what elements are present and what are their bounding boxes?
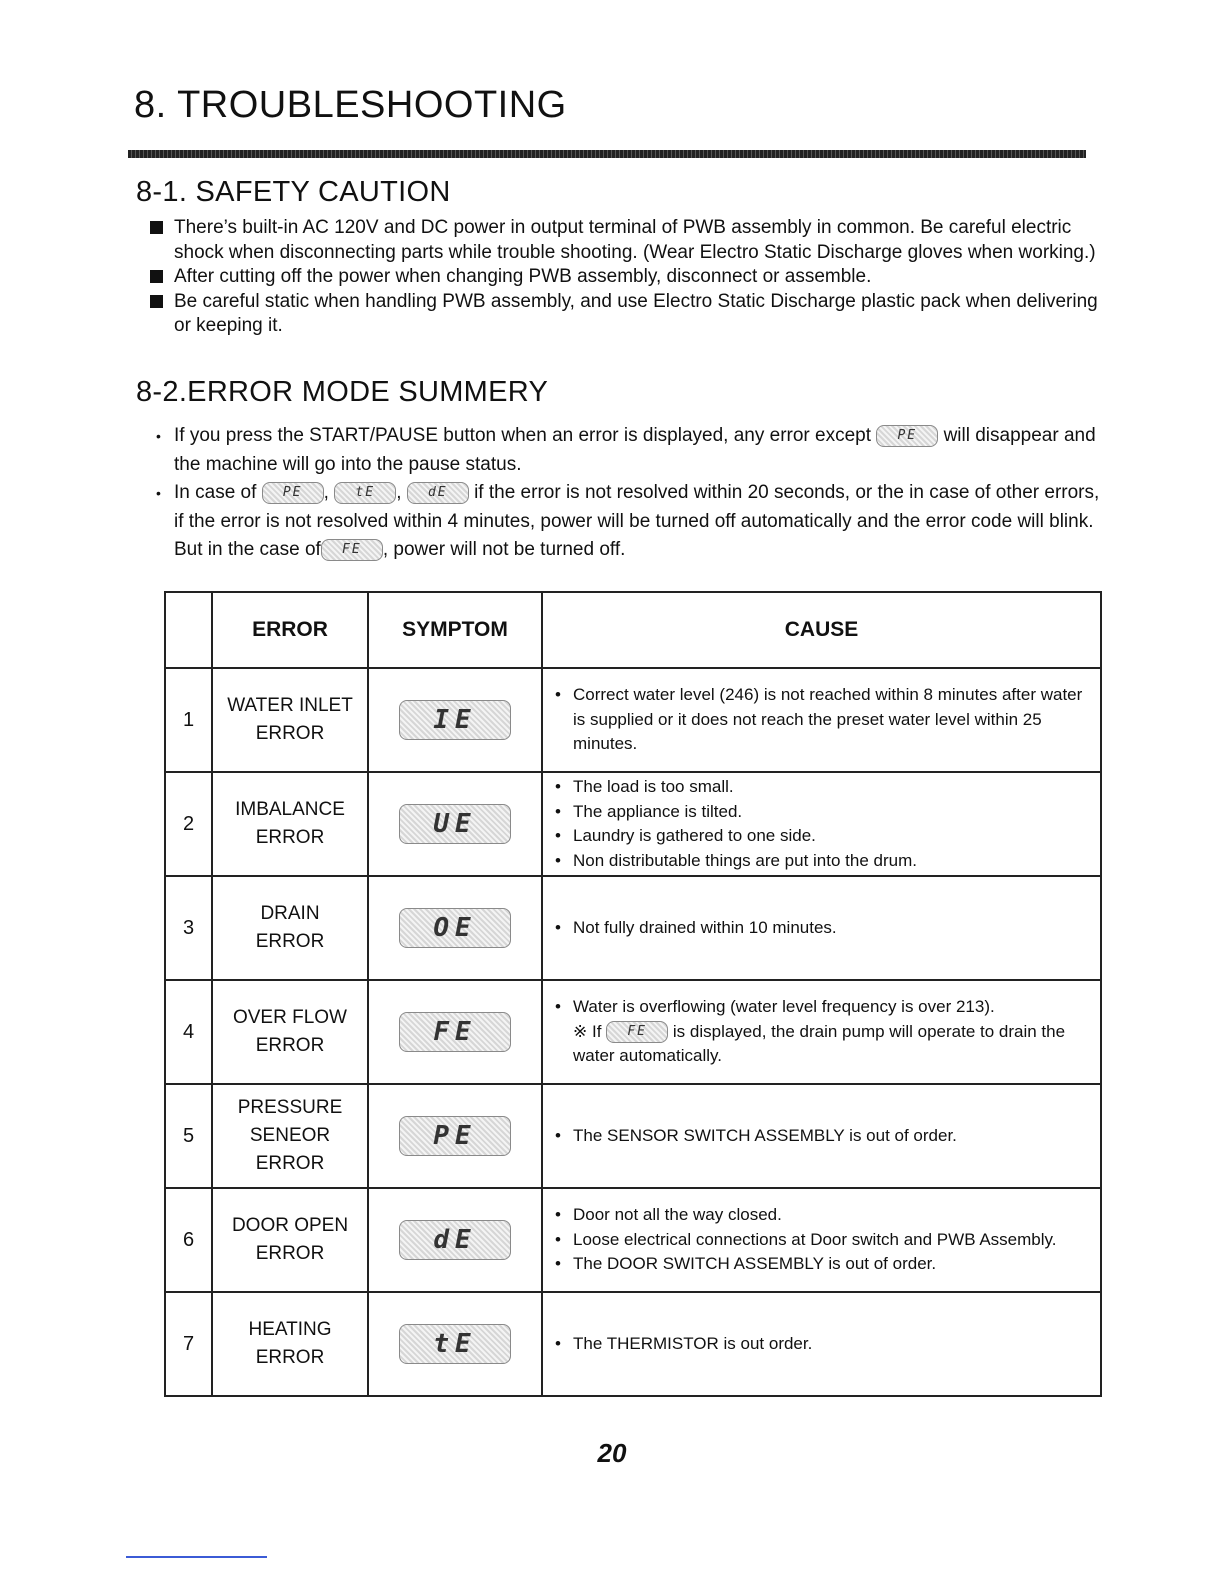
error-code-display-icon: tE xyxy=(334,482,396,504)
table-row xyxy=(165,980,1101,1084)
error-name: WATER INLET ERROR xyxy=(212,668,368,772)
header-symptom: SYMPTOM xyxy=(368,592,542,668)
cause-cell: • The SENSOR SWITCH ASSEMBLY is out of order. xyxy=(542,1084,1101,1188)
error-name: OVER FLOW ERROR xyxy=(212,980,368,1084)
error-name: HEATING ERROR xyxy=(212,1292,368,1396)
table-header-row xyxy=(165,592,1101,668)
table-row xyxy=(165,1084,1101,1188)
table-row xyxy=(165,668,1101,772)
row-number: 2 xyxy=(165,772,212,876)
error-code-display-icon: PE xyxy=(399,1116,511,1156)
error-table xyxy=(164,591,1102,1397)
error-code-display-icon: PE xyxy=(876,425,938,447)
symptom-cell xyxy=(368,772,542,876)
error-code-display-icon: dE xyxy=(399,1220,511,1260)
dot-bullet-icon: • xyxy=(555,1333,561,1353)
symptom-cell xyxy=(368,1188,542,1292)
dot-bullet-icon: • xyxy=(555,826,561,845)
row-number: 5 xyxy=(165,1084,212,1188)
page-number: 20 xyxy=(597,1438,627,1468)
cause-note: ※ If FE is displayed, the drain pump will operate to drain the water automatically. xyxy=(573,1021,1066,1066)
cause-cell: • Door not all the way closed. • Loose electrical connections at Door switch and PWB Assembly. • The DOOR SWITCH ASSEMBLY is out of order. xyxy=(542,1188,1101,1292)
cause-cell: • Correct water level (246) is not reached within 8 minutes after water is supplied or it does not reach the preset water level within 25 minutes. xyxy=(542,668,1101,772)
symptom-cell xyxy=(368,668,542,772)
row-number: 7 xyxy=(165,1292,212,1396)
cause-cell: • The THERMISTOR is out order. xyxy=(542,1292,1101,1396)
dot-bullet-icon: • xyxy=(555,1229,561,1249)
header-error: ERROR xyxy=(212,592,368,668)
row-number: 3 xyxy=(165,876,212,980)
dot-bullet-icon: • xyxy=(555,917,561,937)
title-divider xyxy=(128,150,1086,158)
safety-item: There’s built-in AC 120V and DC power in output terminal of PWB assembly in common. Be careful electric shock when disconnecting parts while trouble shooting. (Wear Electro Static Discharge gloves when working.) xyxy=(150,216,1105,265)
dot-bullet-icon: • xyxy=(555,850,561,870)
footer-link-underline[interactable] xyxy=(126,1556,267,1558)
table-row xyxy=(165,772,1101,876)
cause-cell: • Not fully drained within 10 minutes. xyxy=(542,876,1101,980)
error-code-display-icon: dE xyxy=(407,482,469,504)
error-code-display-icon: PE xyxy=(262,482,324,504)
cause-cell: • Water is overflowing (water level frequency is over 213). ※ If FE is displayed, the drain pump will operate to drain the water automatically. xyxy=(542,980,1101,1084)
error-code-display-icon: FE xyxy=(321,539,383,561)
symptom-cell xyxy=(368,980,542,1084)
dot-bullet-icon: • xyxy=(555,1254,561,1274)
square-bullet-icon xyxy=(150,295,163,308)
section-heading-safety: 8-1. SAFETY CAUTION xyxy=(136,176,451,208)
page-title: 8. TROUBLESHOOTING xyxy=(134,84,567,126)
dot-bullet-icon: • xyxy=(555,1205,561,1225)
dot-bullet-icon: • xyxy=(555,801,561,821)
row-number: 6 xyxy=(165,1188,212,1292)
table-row xyxy=(165,1292,1101,1396)
safety-item: After cutting off the power when changing PWB assembly, disconnect or assemble. xyxy=(150,265,1105,290)
error-name: PRESSURE SENEOR ERROR xyxy=(212,1084,368,1188)
error-code-display-icon: tE xyxy=(399,1324,511,1364)
error-name: DOOR OPEN ERROR xyxy=(212,1188,368,1292)
summary-item: • In case of PE , tE , dE if the error is not resolved within 20 seconds, or the in case of other errors, if the error is not resolved within 4 minutes, power will be turned off automatically and the error code will blink. But in the case of FE , power will not be turned off. xyxy=(156,479,1106,565)
error-name: IMBALANCE ERROR xyxy=(212,772,368,876)
dot-bullet-icon: • xyxy=(555,777,561,796)
row-number: 4 xyxy=(165,980,212,1084)
symptom-cell xyxy=(368,1292,542,1396)
table-row xyxy=(165,1188,1101,1292)
dot-bullet-icon: • xyxy=(555,997,561,1017)
error-code-display-icon: UE xyxy=(399,804,511,844)
row-number: 1 xyxy=(165,668,212,772)
dot-bullet-icon: • xyxy=(555,1125,561,1145)
safety-item: Be careful static when handling PWB assembly, and use Electro Static Discharge plastic pack when delivering or keeping it. xyxy=(150,290,1105,339)
error-code-display-icon: OE xyxy=(399,908,511,948)
table-row xyxy=(165,876,1101,980)
error-code-display-icon: IE xyxy=(399,700,511,740)
symptom-cell xyxy=(368,1084,542,1188)
summary-item: • If you press the START/PAUSE button when an error is displayed, any error except PE will disappear and the machine will go into the pause status. xyxy=(156,422,1106,479)
symptom-cell xyxy=(368,876,542,980)
error-code-display-icon: FE xyxy=(606,1021,668,1043)
square-bullet-icon xyxy=(150,270,163,283)
cause-cell: • The load is too small. • The appliance is tilted. • Laundry is gathered to one side. • Non distributable things are put into the drum. xyxy=(542,772,1101,876)
header-cause: CAUSE xyxy=(542,592,1101,668)
safety-list xyxy=(150,216,1105,339)
dot-bullet-icon: • xyxy=(555,685,561,705)
dot-bullet-icon: • xyxy=(156,485,161,501)
error-code-display-icon: FE xyxy=(399,1012,511,1052)
square-bullet-icon xyxy=(150,221,163,234)
dot-bullet-icon: • xyxy=(156,428,161,444)
section-heading-error-summary: 8-2.ERROR MODE SUMMERY xyxy=(136,376,549,408)
header-num xyxy=(165,592,212,668)
error-name: DRAIN ERROR xyxy=(212,876,368,980)
summary-list xyxy=(156,422,1106,565)
